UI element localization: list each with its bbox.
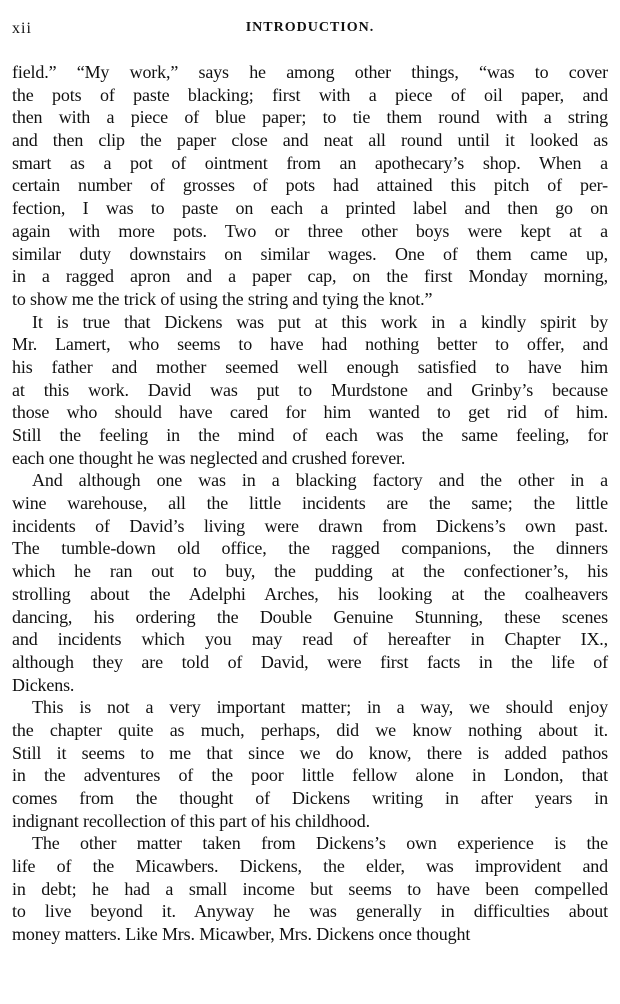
text-line: at this work. David was put to Murdstone and Grinby’s because (12, 379, 608, 400)
page-number: xii (12, 20, 32, 37)
text-line: those who should have cared for him wanted to get rid of him. (12, 402, 608, 423)
text-line: Mr. Lamert, who seems to have had nothing better to offer, and (12, 334, 608, 355)
text-line: dancing, his ordering the Double Genuine Stunning, these scenes (12, 606, 608, 627)
paragraph (12, 832, 608, 945)
page-header (12, 20, 608, 54)
text-line: certain number of grosses of pots had attained this pitch of per- (12, 175, 608, 196)
body-text (12, 61, 608, 946)
text-line: then with a piece of blue paper; to tie them round with a string (12, 107, 608, 128)
text-line: in a ragged apron and a paper cap, on the first Monday morning, (12, 266, 608, 287)
text-line: which he ran out to buy, the pudding at the confectioner’s, his (12, 561, 608, 582)
text-line: Dickens. (12, 674, 75, 695)
text-line: in debt; he had a small income but seems to have been compelled (12, 878, 608, 899)
text-line: the chapter quite as much, perhaps, did we know nothing about it. (12, 719, 608, 740)
text-line: And although one was in a blacking factory and the other in a (32, 470, 608, 491)
paragraph (12, 696, 608, 832)
text-line: field.” “My work,” says he among other things, “was to cover (12, 62, 608, 82)
text-line: fection, I was to paste on each a printed label and then go on (12, 198, 608, 219)
text-line: although they are told of David, were first facts in the life of (12, 651, 608, 672)
text-line: Still it seems to me that since we do know, there is added pathos (12, 742, 608, 763)
paragraph (12, 469, 608, 696)
text-line: in the adventures of the poor little fellow alone in London, that (12, 765, 608, 786)
text-line: his father and mother seemed well enough satisfied to have him (12, 356, 608, 377)
text-line: to live beyond it. Anyway he was generally in difficulties about (12, 901, 608, 922)
text-line: each one thought he was neglected and crushed forever. (12, 447, 406, 468)
text-line: to show me the trick of using the string and tying the knot.” (12, 288, 433, 309)
text-line: The tumble-down old office, the ragged companions, the dinners (12, 538, 608, 559)
text-line: indignant recollection of this part of his childhood. (12, 810, 370, 831)
book-page (12, 0, 608, 946)
text-line: again with more pots. Two or three other boys were kept at a (12, 220, 608, 241)
text-line: strolling about the Adelphi Arches, his looking at the coalheavers (12, 583, 608, 604)
text-line: and incidents which you may read of hereafter in Chapter IX., (12, 629, 608, 650)
text-line: incidents of David’s living were drawn from Dickens’s own past. (12, 515, 608, 536)
text-line: and then clip the paper close and neat all round until it looked as (12, 130, 608, 151)
text-line: comes from the thought of Dickens writing in after years in (12, 788, 608, 808)
paragraph (12, 311, 608, 470)
text-line: the pots of paste blacking; first with a piece of oil paper, and (12, 84, 608, 105)
text-line: Still the feeling in the mind of each was the same feeling, for (12, 425, 608, 445)
text-line: The other matter taken from Dickens’s own experience is the (32, 833, 608, 854)
text-line: smart as a pot of ointment from an apothecary’s shop. When a (12, 152, 608, 173)
paragraph (12, 61, 608, 311)
text-line: This is not a very important matter; in a way, we should enjoy (32, 697, 608, 718)
text-line: wine warehouse, all the little incidents are the same; the little (12, 493, 608, 514)
text-line: It is true that Dickens was put at this work in a kindly spirit by (32, 311, 608, 332)
text-line: money matters. Like Mrs. Micawber, Mrs. Dickens once thought (12, 924, 471, 945)
text-line: life of the Micawbers. Dickens, the elder, was improvident and (12, 856, 608, 877)
text-line: similar duty downstairs on similar wages. One of them came up, (12, 243, 608, 264)
running-title: INTRODUCTION. (245, 20, 375, 35)
